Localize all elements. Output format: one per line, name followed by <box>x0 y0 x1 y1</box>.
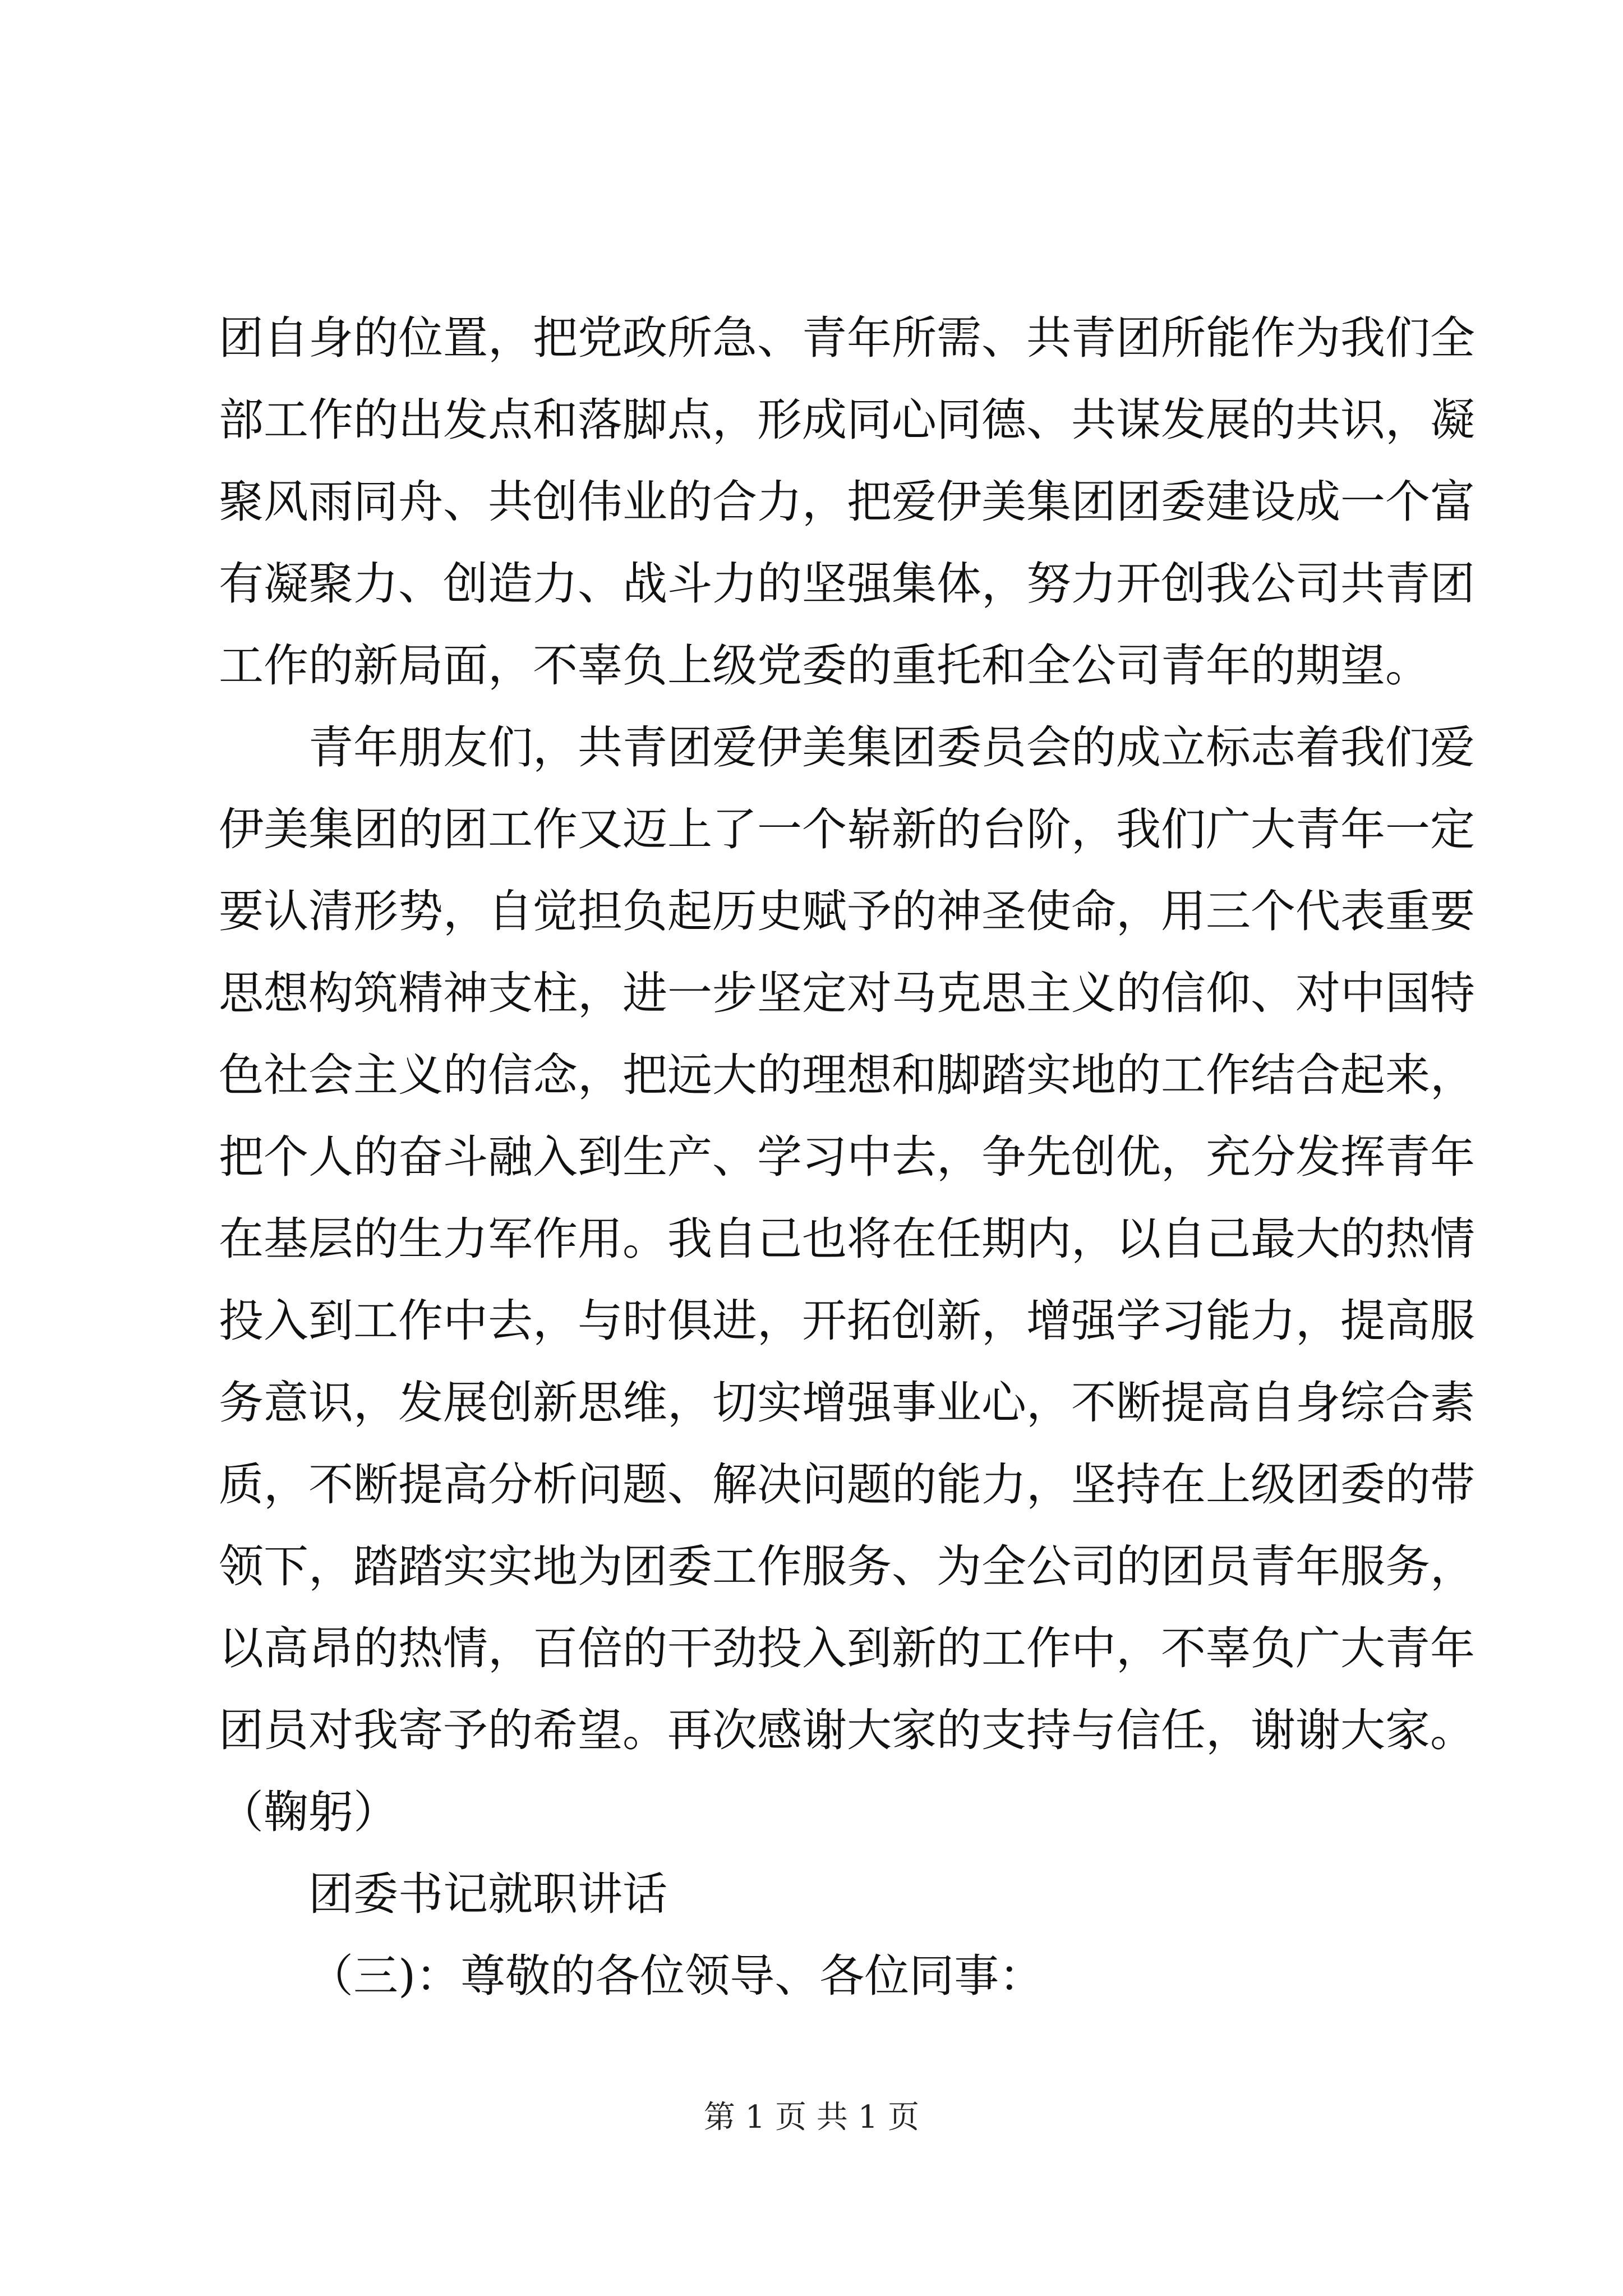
text-line: 要认清形势，自觉担负起历史赋予的神圣使命，用三个代表重要 <box>219 885 1475 937</box>
text-line: 把个人的奋斗融入到生产、学习中去，争先创优，充分发挥青年 <box>219 1131 1475 1183</box>
text-line: （鞠躬） <box>219 1786 398 1838</box>
text-line: 务意识，发展创新思维，切实增强事业心，不断提高自身综合素 <box>219 1377 1475 1429</box>
text-line: 聚风雨同舟、共创伟业的合力，把爱伊美集团团委建设成一个富 <box>219 476 1475 528</box>
text-line: 伊美集团的团工作又迈上了一个崭新的台阶，我们广大青年一定 <box>219 803 1475 855</box>
text-line: 以高昂的热情，百倍的干劲投入到新的工作中，不辜负广大青年 <box>219 1622 1475 1674</box>
text-line: 色社会主义的信念，把远大的理想和脚踏实地的工作结合起来， <box>219 1049 1475 1101</box>
text-line: 工作的新局面，不辜负上级党委的重托和全公司青年的期望。 <box>219 639 1430 692</box>
page-footer: 第 1 页 共 1 页 <box>703 2099 920 2136</box>
section-title: 团委书记就职讲话 <box>308 1868 667 1920</box>
text-line: 质，不断提高分析问题、解决问题的能力，坚持在上级团委的带 <box>219 1458 1475 1511</box>
text-line: 领下，踏踏实实地为团委工作服务、为全公司的团员青年服务， <box>219 1540 1475 1593</box>
salutation-line: （三)：尊敬的各位领导、各位同事： <box>308 1950 1044 2002</box>
text-line: 团员对我寄予的希望。再次感谢大家的支持与信任，谢谢大家。 <box>219 1704 1475 1756</box>
text-line: 部工作的出发点和落脚点，形成同心同德、共谋发展的共识，凝 <box>219 394 1475 446</box>
text-line: 有凝聚力、创造力、战斗力的坚强集体，努力开创我公司共青团 <box>219 558 1475 610</box>
text-line: 团自身的位置，把党政所急、青年所需、共青团所能作为我们全 <box>219 312 1475 364</box>
text-line: 在基层的生力军作用。我自己也将在任期内，以自己最大的热情 <box>219 1213 1475 1265</box>
document-body <box>219 297 1475 2017</box>
text-line: 思想构筑精神支柱，进一步坚定对马克思主义的信仰、对中国特 <box>219 967 1475 1019</box>
paragraph-first-line: 青年朋友们，共青团爱伊美集团委员会的成立标志着我们爱 <box>308 721 1475 774</box>
text-line: 投入到工作中去，与时俱进，开拓创新，增强学习能力，提高服 <box>219 1295 1475 1347</box>
